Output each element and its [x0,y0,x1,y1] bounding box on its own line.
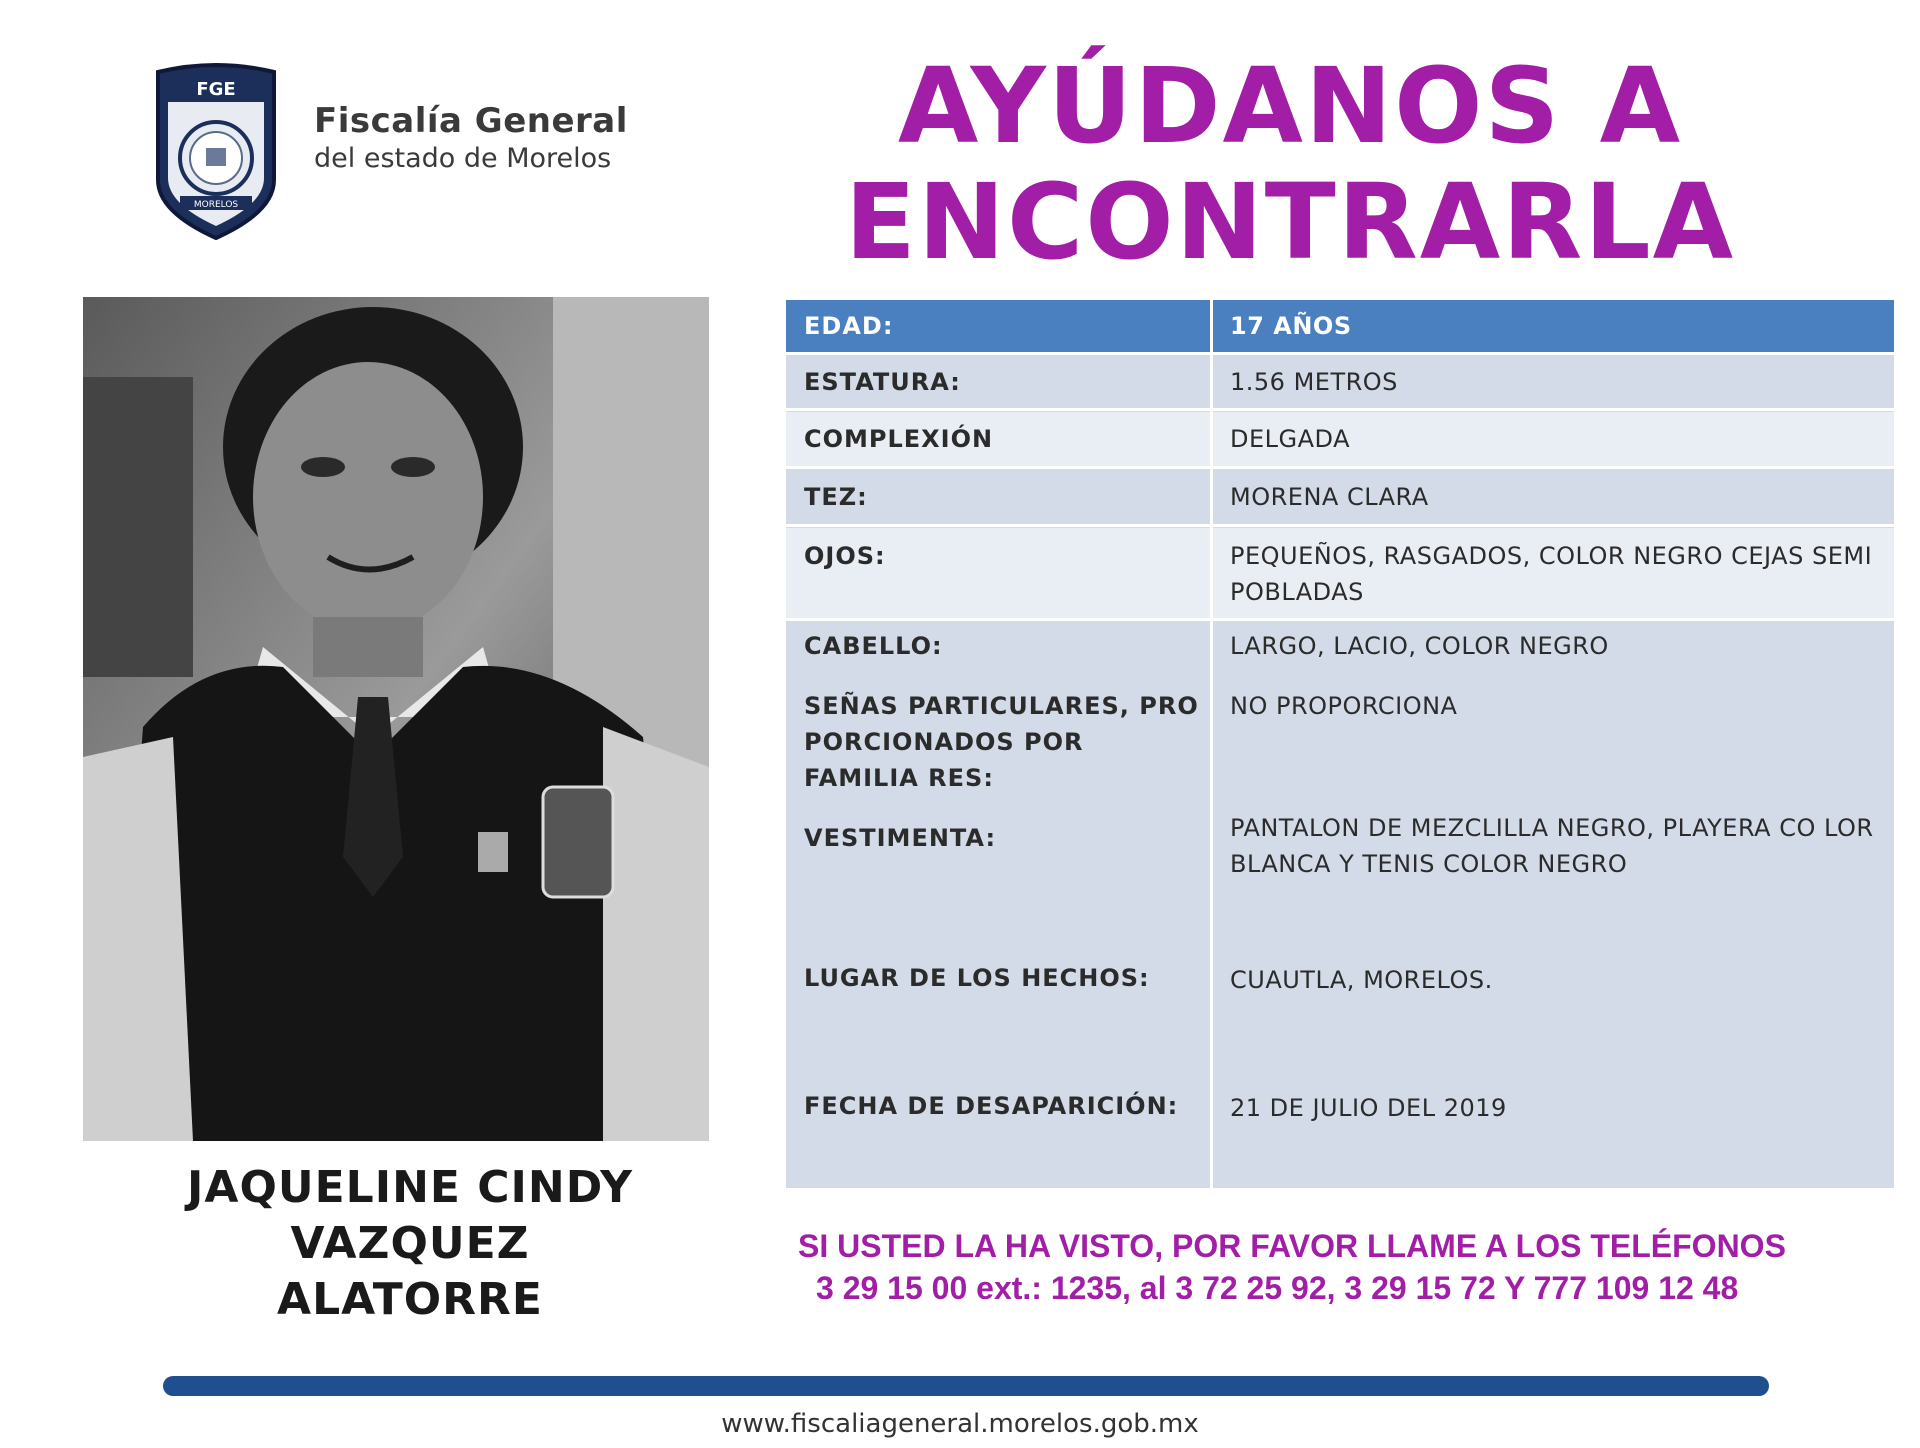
detail-value: 1.56 METROS [1230,368,1398,396]
row-divider [786,524,1894,527]
detail-label: LUGAR DE LOS HECHOS: [804,964,1150,992]
name-line1: JAQUELINE CINDY VAZQUEZ [187,1162,633,1269]
detail-label: VESTIMENTA: [804,824,997,852]
footer-bar [163,1376,1769,1396]
detail-value: PEQUEÑOS, RASGADOS, COLOR NEGRO CEJAS SEMI POBLADAS [1230,542,1873,606]
detail-value: 21 DE JULIO DEL 2019 [1230,1094,1507,1122]
fge-logo [148,62,284,240]
detail-label: TEZ: [804,483,868,511]
row-divider [786,618,1894,621]
detail-label: ESTATURA: [804,368,961,396]
table-row [786,680,1894,800]
table-row [786,814,1894,940]
detail-label: OJOS: [804,542,886,570]
detail-label: SEÑAS PARTICULARES, PRO PORCIONADOS POR FAMILIA RES: [804,692,1199,792]
shield-badge-icon [148,62,284,240]
detail-value: DELGADA [1230,425,1351,453]
table-row [786,1088,1894,1168]
website-url: www.fiscaliageneral.morelos.gob.mx [721,1409,1199,1439]
detail-label: FECHA DE DESAPARICIÓN: [804,1092,1179,1120]
headline [760,45,1820,283]
detail-value: CUAUTLA, MORELOS. [1230,966,1493,994]
missing-person-name [80,1160,740,1328]
headline-line1: AYÚDANOS A [897,45,1683,167]
logo-badge-bottom-text: MORELOS [193,200,239,210]
call-to-action [798,1225,1868,1309]
table-row [786,300,1894,352]
detail-label: EDAD: [804,312,894,340]
detail-label: CABELLO: [804,632,943,660]
headline-line2: ENCONTRARLA [844,161,1736,283]
organization-name [314,100,628,176]
detail-value: MORENA CLARA [1230,483,1429,511]
table-row [786,528,1894,618]
logo-badge-text: FGE [196,79,236,100]
missing-person-photo [83,297,709,1141]
table-row [786,356,1894,408]
call-line1: SI USTED LA HA VISTO, POR FAVOR LLAME A LOS TELÉFONOS [798,1228,1786,1264]
detail-value: PANTALON DE MEZCLILLA NEGRO, PLAYERA CO LOR BLANCA Y TENIS COLOR NEGRO [1230,814,1874,878]
detail-value: 17 AÑOS [1230,312,1352,340]
table-row [786,470,1894,524]
phone-numbers: 3 29 15 00 ext.: 1235, al 3 72 25 92, 3 29 15 72 Y 777 109 12 48 [816,1270,1739,1306]
row-divider [786,466,1894,469]
table-row [786,960,1894,1060]
row-divider [786,408,1894,411]
table-row [786,412,1894,466]
column-divider [1210,300,1213,1188]
row-divider [786,352,1894,355]
table-row [786,622,1894,680]
detail-label: COMPLEXIÓN [804,425,994,453]
portrait-image [83,297,709,1141]
detail-value: NO PROPORCIONA [1230,692,1458,720]
detail-value: LARGO, LACIO, COLOR NEGRO [1230,632,1609,660]
details-table [786,300,1894,1188]
org-name-line1: Fiscalía General [314,101,628,141]
org-name-line2: del estado de Morelos [314,143,612,174]
name-line2: ALATORRE [277,1274,543,1325]
